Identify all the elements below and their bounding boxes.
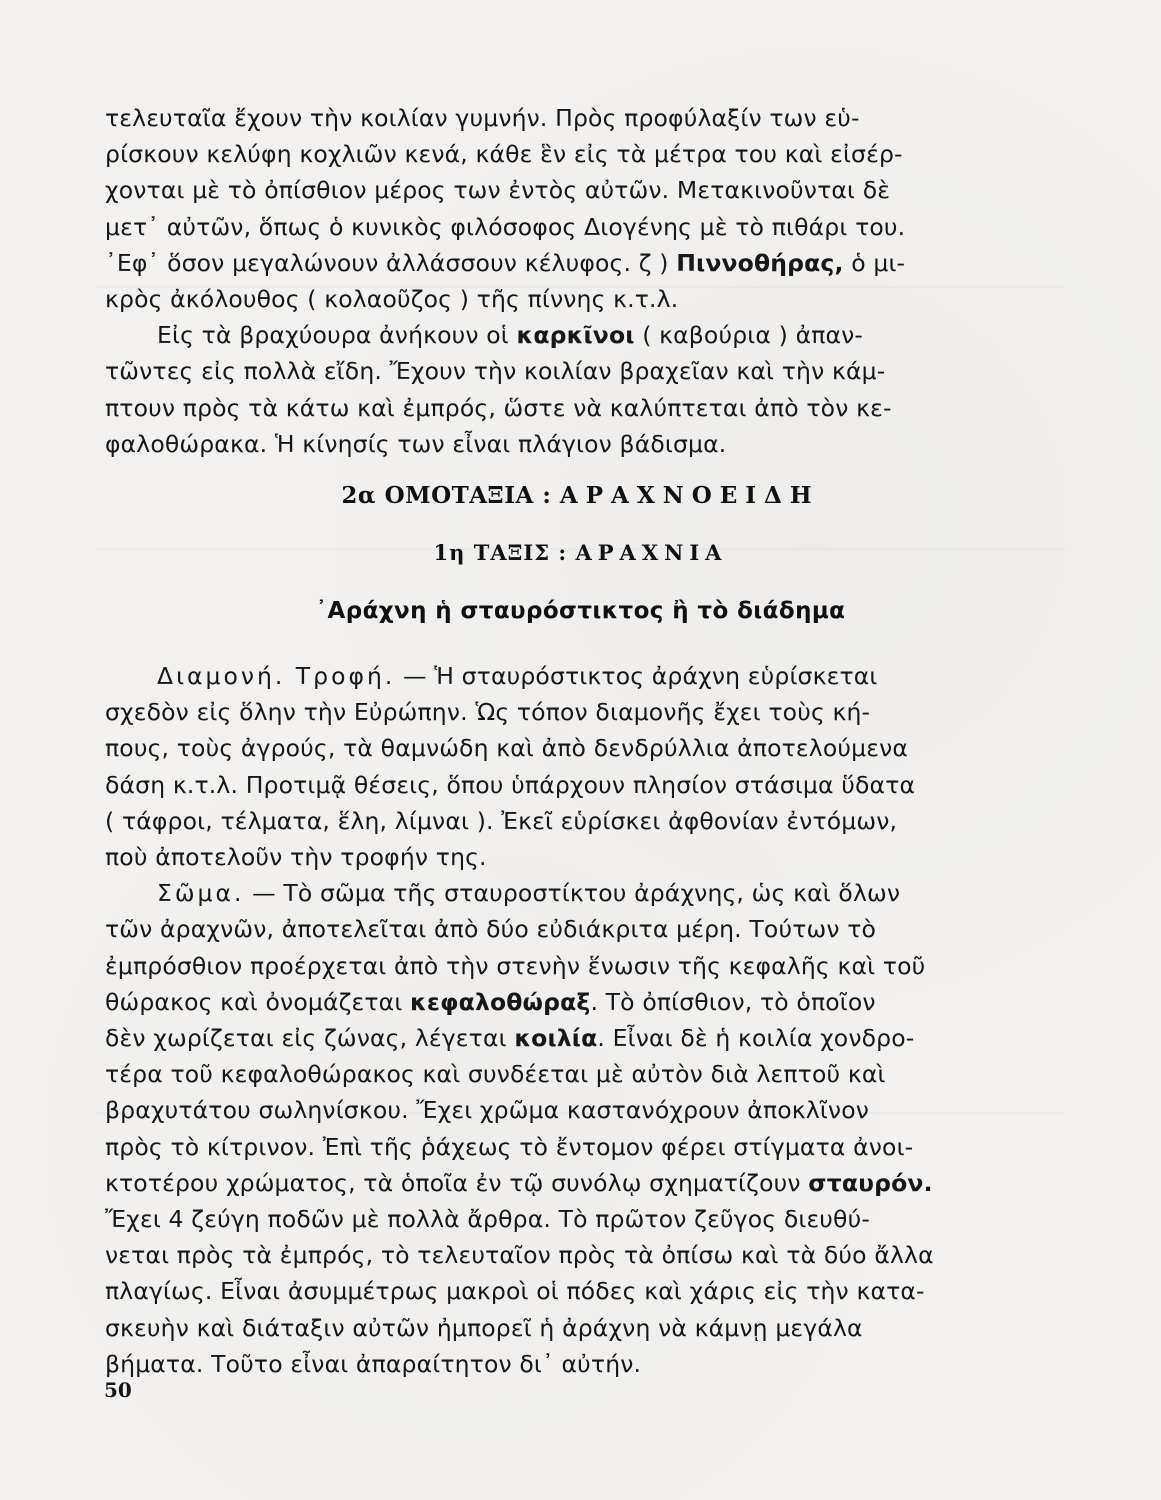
- text-line: βήματα. Τοῦτο εἶναι ἀπαραίτητον δι᾿ αὐτήν.: [105, 1349, 642, 1378]
- text-fragment: — Τὸ σῶμα τῆς σταυροστίκτου ἀράχνης, ὡς καὶ ὅλων: [244, 879, 901, 908]
- heading-title: ΑΡΑΧΝΟΕΙΔΗ: [559, 482, 820, 509]
- text-fragment: Εἰς τὰ βραχύουρα ἀνήκουν οἱ: [157, 321, 517, 350]
- text-line: δάση κ.τ.λ. Προτιμᾷ θέσεις, ὅπου ὑπάρχουν πλησίον στάσιμα ὕδατα: [105, 770, 916, 799]
- bold-term: καρκῖνοι: [516, 321, 635, 350]
- text-line: [105, 1020, 1045, 1056]
- text-line: σκευὴν καὶ διάταξιν αὐτῶν ἠμπορεῖ ἡ ἀράχνη νὰ κάμνῃ μεγάλα: [105, 1313, 863, 1342]
- text-line: βραχυτάτου σωληνίσκου. Ἔχει χρῶμα καστανόχρουν ἀποκλῖνον: [105, 1096, 870, 1125]
- bold-term: σταυρόν.: [808, 1168, 933, 1197]
- text-line: ( τάφροι, τέλματα, ἕλη, λίμναι ). Ἐκεῖ εὑρίσκει ἀφθονίαν ἐντόμων,: [105, 806, 898, 835]
- text-fragment: θώρακος καὶ ὀνομάζεται: [105, 987, 411, 1016]
- text-line: τῶντες εἰς πολλὰ εἴδη. Ἔχουν τὴν κοιλίαν βραχεῖαν καὶ τὴν κάμ-: [105, 357, 886, 386]
- section-heading-class: [0, 540, 1161, 565]
- text-line: ρίσκουν κελύφη κοχλιῶν κενά, κάθε ἓν εἰς τὰ μέτρα του καὶ εἰσέρ-: [105, 140, 903, 169]
- text-fragment: ὁ μι-: [843, 248, 906, 277]
- text-fragment: ( καβούρια ) ἀπαν-: [634, 321, 864, 350]
- heading-prefix: 1η ΤΑΞΙΣ :: [433, 540, 576, 565]
- text-fragment: κτοτέρου χρώματος, τὰ ὁποῖα ἐν τῷ συνόλῳ σχηματίζουν: [105, 1168, 809, 1197]
- text-line: ποὺ ἀποτελοῦν τὴν τροφήν της.: [105, 843, 487, 872]
- species-heading: ᾿Αράχνη ἡ σταυρόστικτος ἢ τὸ διάδημα: [315, 598, 846, 624]
- text-fragment: — Ἡ σταυρόστικτος ἀράχνη εὑρίσκεται: [395, 662, 878, 690]
- text-line: πτουν πρὸς τὰ κάτω καὶ ἐμπρός, ὥστε νὰ καλύπτεται ἀπὸ τὸν κε-: [105, 393, 892, 422]
- text-line: [105, 1165, 1045, 1201]
- section-heading-order: [0, 482, 1161, 509]
- text-fragment: δὲν χωρίζεται εἰς ζώνας, λέγεται: [105, 1024, 515, 1053]
- bold-term: κοιλία: [514, 1024, 598, 1053]
- top-text-block: [105, 100, 1045, 462]
- heading-title: ΑΡΑΧΝΙΑ: [575, 540, 728, 565]
- text-line: φαλοθώρακα. Ἡ κίνησίς των εἶναι πλάγιον βάδισμα.: [105, 429, 727, 458]
- text-fragment: ᾿Εφ᾿ ὅσον μεγαλώνουν ἀλλάσσουν κέλυφος. ζ ): [105, 248, 677, 277]
- heading-prefix: 2α ΟΜΟΤΑΞΙΑ :: [341, 482, 560, 509]
- section-label: Διαμονή. Τροφή.: [157, 662, 396, 690]
- paragraph-line: [105, 317, 1045, 353]
- bold-term: κεφαλοθώραξ: [410, 987, 591, 1016]
- text-line: σχεδὸν εἰς ὅλην τὴν Εὐρώπην. Ὡς τόπον διαμονῆς ἔχει τοὺς κή-: [105, 698, 871, 727]
- paragraph-line: [105, 658, 1045, 694]
- text-line: τῶν ἀραχνῶν, ἀποτελεῖται ἀπὸ δύο εὐδιάκριτα μέρη. Τούτων τὸ: [105, 915, 877, 944]
- text-fragment: . Τὸ ὀπίσθιον, τὸ ὁποῖον: [590, 987, 876, 1016]
- text-line: κρὸς ἀκόλουθος ( κολαοῦζος ) τῆς πίννης κ.τ.λ.: [105, 285, 679, 314]
- text-line: πους, τοὺς ἀγρούς, τὰ θαμνώδη καὶ ἀπὸ δενδρύλλια ἀποτελούμενα: [105, 734, 908, 763]
- section-label: Σῶμα.: [157, 879, 245, 908]
- main-text-block: [105, 658, 1045, 1382]
- bold-term: Πιννοθήρας,: [676, 248, 844, 277]
- text-line: ἐμπρόσθιον προέρχεται ἀπὸ τὴν στενὴν ἕνωσιν τῆς κεφαλῆς καὶ τοῦ: [105, 951, 926, 980]
- paragraph-line: [105, 875, 1045, 911]
- text-line: [105, 984, 1045, 1020]
- text-line: [105, 245, 1045, 281]
- page-number: 50: [104, 1378, 132, 1402]
- text-line: πρὸς τὸ κίτρινον. Ἐπὶ τῆς ῥάχεως τὸ ἔντομον φέρει στίγματα ἀνοι-: [105, 1132, 914, 1161]
- text-line: νεται πρὸς τὰ ἐμπρός, τὸ τελευταῖον πρὸς τὰ ὀπίσω καὶ τὰ δύο ἄλλα: [105, 1241, 934, 1270]
- text-line: τελευταῖα ἔχουν τὴν κοιλίαν γυμνήν. Πρὸς προφύλαξίν των εὑ-: [105, 104, 860, 132]
- text-line: τέρα τοῦ κεφαλοθώρακος καὶ συνδέεται μὲ αὐτὸν διὰ λεπτοῦ καὶ: [105, 1060, 886, 1089]
- text-fragment: . Εἶναι δὲ ἡ κοιλία χονδρο-: [597, 1024, 915, 1053]
- text-line: Ἔχει 4 ζεύγη ποδῶν μὲ πολλὰ ἄρθρα. Τὸ πρῶτον ζεῦγος διευθύ-: [105, 1205, 870, 1234]
- text-line: μετ᾿ αὐτῶν, ὅπως ὁ κυνικὸς φιλόσοφος Διογένης μὲ τὸ πιθάρι του.: [105, 212, 906, 241]
- text-line: πλαγίως. Εἶναι ἀσυμμέτρως μακροὶ οἱ πόδες καὶ χάρις εἰς τὴν κατα-: [105, 1277, 925, 1306]
- text-line: χονται μὲ τὸ ὀπίσθιον μέρος των ἐντὸς αὐτῶν. Μετακινοῦνται δὲ: [105, 176, 891, 205]
